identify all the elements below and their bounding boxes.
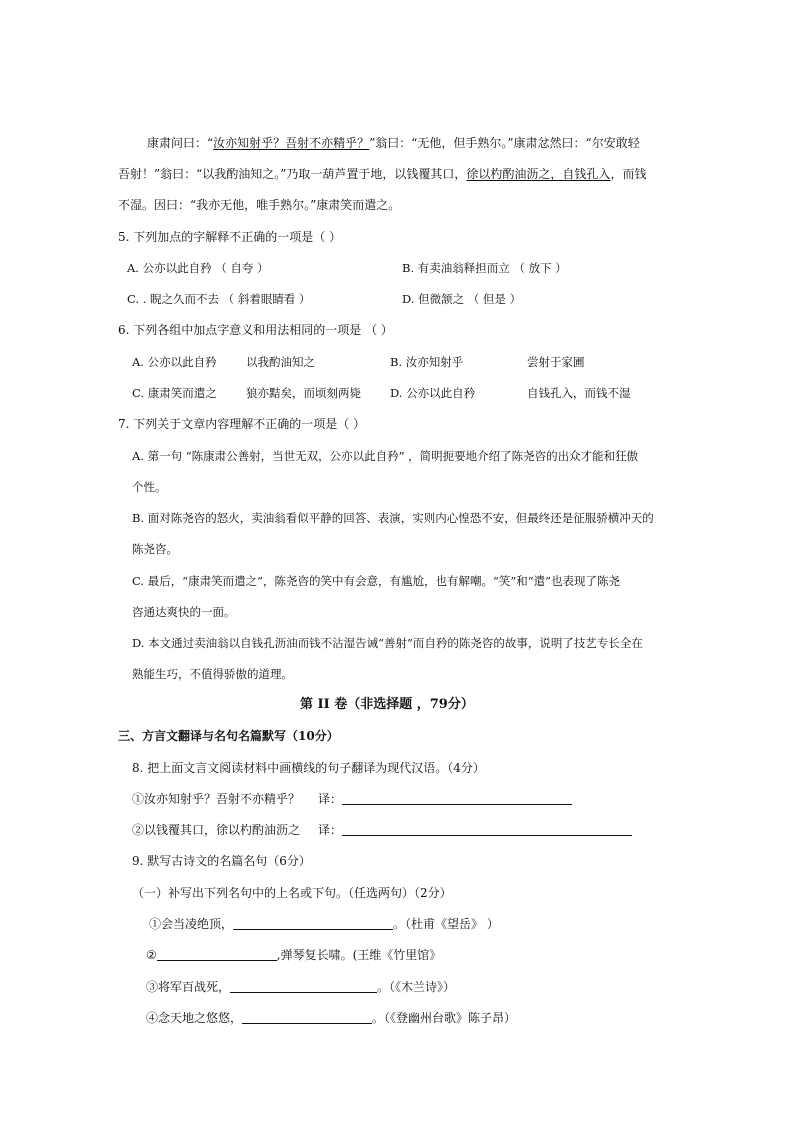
q8-item-1 — [132, 792, 300, 806]
q6-option-b-2: 尝射于家圃 — [527, 355, 585, 369]
q6-option-c-2: 狼亦黠矣，而顷刻两毙 — [246, 386, 361, 400]
passage-line-1 — [147, 136, 640, 150]
q9-line-1-end: 。（杜甫《望岳》 ） — [393, 917, 499, 931]
q6-option-d-2: 自钱孔入，而钱不湿 — [527, 386, 631, 400]
q8-item-2-text: ②以钱覆其口，徐以杓酌油沥之 — [132, 823, 301, 837]
q5-option-c: C. . 睨之久而不去 （ 斜着眼睛看 ） — [127, 292, 311, 306]
q9-line-1-start: ①会当凌绝顶， — [149, 917, 234, 931]
section-3-title: 三、方言文翻译与名句名篇默写（10分） — [118, 729, 339, 743]
q8-item-1-text: ①汝亦知射乎？吾射不亦精乎？ — [132, 792, 301, 806]
q8-item-2-answer — [318, 823, 632, 837]
q6-option-d-1: D. 公亦以此自矜 — [390, 386, 476, 400]
passage-line-3: 不湿。因曰：“我亦无他，唯手熟尔。”康肃笑而遣之。 — [118, 198, 401, 212]
q6-option-c-1: C. 康肃笑而遣之 — [132, 386, 217, 400]
answer-blank[interactable] — [157, 948, 277, 961]
q8-item-1-answer — [318, 792, 572, 806]
q8-stem: 8. 把上面文言文阅读材料中画横线的句子翻译为现代汉语。（4分） — [132, 761, 485, 775]
q9-line-4-end: 。（《登幽州台歌》陈子昂） — [372, 1011, 517, 1025]
passage-text: ，而钱 — [610, 167, 647, 181]
passage-line-2 — [118, 167, 646, 181]
underlined-sentence-1: 汝亦知射乎？吾射不亦精乎？ — [213, 136, 370, 150]
answer-blank[interactable] — [242, 1011, 372, 1024]
q8-item-2 — [132, 823, 300, 837]
q6-stem: 6. 下列各组中加点字意义和用法相同的一项是 （ ） — [118, 323, 393, 337]
answer-blank[interactable] — [230, 980, 377, 993]
translate-label: 译： — [318, 792, 343, 806]
q5-option-b: B. 有卖油翁释担而立 （ 放下 ） — [402, 261, 567, 275]
q6-option-a-1: A. 公亦以此自矜 — [132, 355, 217, 369]
q9-line-4-start: ④念天地之悠悠， — [146, 1011, 243, 1025]
q9-line-3 — [146, 980, 455, 994]
q9-stem: 9. 默写古诗文的名篇名句（6分） — [132, 854, 311, 868]
q5-stem: 5. 下列加点的字解释不正确的一项是（ ） — [118, 230, 342, 244]
q5-option-d: D. 但微颔之 （ 但是 ） — [402, 292, 522, 306]
q7-option-d-line-2: 熟能生巧，不值得骄傲的道理。 — [132, 667, 293, 681]
q7-option-a-line-1: A. 第一句 “陈康肃公善射，当世无双，公亦以此自矜” ，简明扼要地介绍了陈尧咨的出众才能和狂傲 — [132, 449, 639, 463]
underlined-sentence-2: 徐以杓酌油沥之，自钱孔入 — [466, 167, 611, 181]
q9-line-4 — [146, 1011, 516, 1025]
q6-option-b-1: B. 汝亦知射乎 — [390, 355, 464, 369]
translate-label: 译： — [318, 823, 343, 837]
answer-blank[interactable] — [342, 823, 632, 836]
q9-line-1 — [149, 917, 499, 931]
q7-option-d-line-1: D. 本文通过卖油翁以自钱孔沥油而钱不沾湿告诫“善射”而自矜的陈尧咨的故事，说明了技艺专长全在 — [132, 636, 643, 650]
q9-line-2 — [146, 948, 441, 962]
q7-option-b-line-1: B. 面对陈尧咨的怒火，卖油翁看似平静的回答、表演，实则内心惶恐不安，但最终还是征服骄横冲天的 — [132, 511, 654, 525]
q7-option-a-line-2: 个性。 — [132, 480, 167, 494]
q9-line-3-start: ③将军百战死， — [146, 980, 231, 994]
q7-option-c-line-1: C. 最后，“康肃笑而遣之”，陈尧咨的笑中有会意，有尴尬，也有解嘲。“笑”和“遣”也表现了陈尧 — [132, 574, 620, 588]
part-2-title: 第 II 卷（非选择题 ，79分） — [300, 697, 474, 712]
q5-option-a: A. 公亦以此自矜 （ 自夸 ） — [127, 261, 269, 275]
q9-line-3-end: 。（《木兰诗》） — [377, 980, 456, 994]
q7-option-c-line-2: 咨通达爽快的一面。 — [132, 605, 236, 619]
q9-line-2-end: ,弹琴复长啸。(王维《竹里馆》 — [276, 948, 442, 962]
q7-stem: 7. 下列关于文章内容理解不正确的一项是（ ） — [118, 417, 366, 431]
q6-option-a-2: 以我酌油知之 — [246, 355, 315, 369]
q9-line-2-start: ② — [146, 948, 157, 962]
q9-sub-1: （一）补写出下列名句中的上名或下句。（任选两句）（2分） — [132, 886, 452, 900]
passage-text: ”翁曰：“无他，但手熟尔。”康肃忿然曰：“尔安敢轻 — [369, 136, 640, 150]
answer-blank[interactable] — [342, 792, 572, 805]
answer-blank[interactable] — [233, 917, 393, 930]
passage-text: 康肃问曰：“ — [147, 136, 214, 150]
q7-option-b-line-2: 陈尧咨。 — [132, 542, 178, 556]
passage-text: 吾射！”翁曰：“以我酌油知之。”乃取一葫芦置于地，以钱覆其口， — [118, 167, 467, 181]
